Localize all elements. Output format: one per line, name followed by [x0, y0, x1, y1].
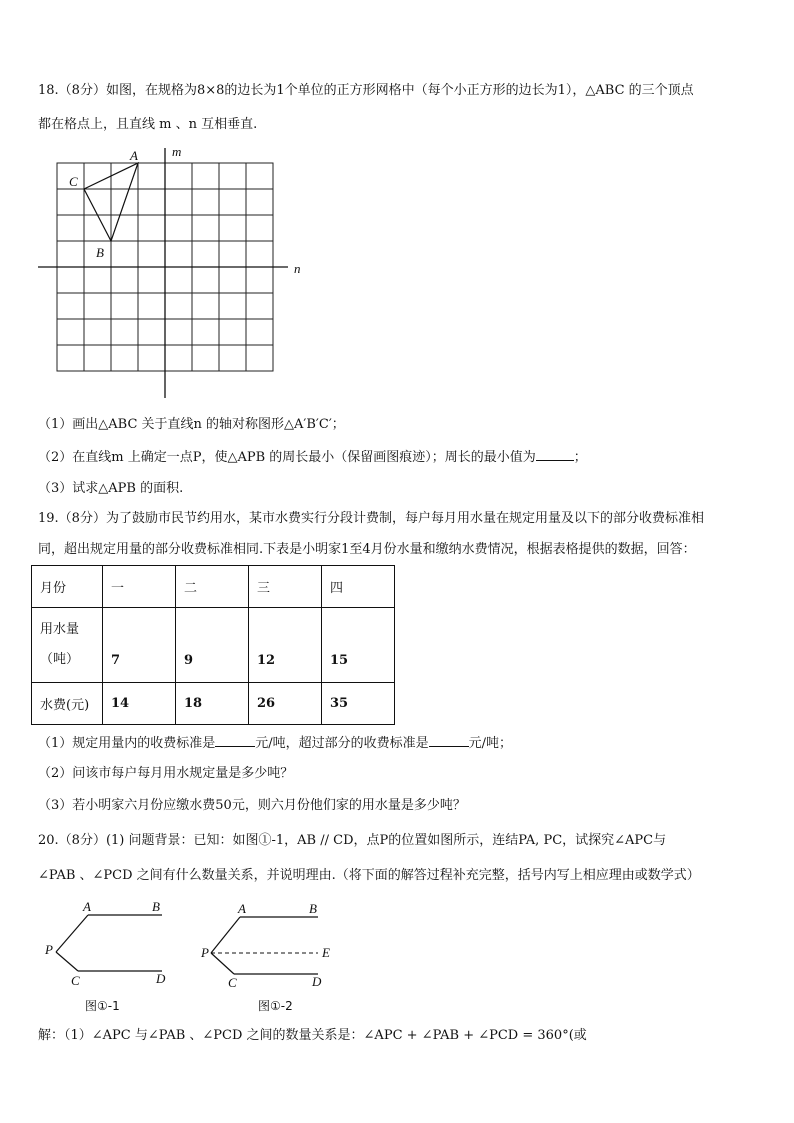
q19-sub3: （3）若小明家六月份应缴水费50元，则六月份他们家的用水量是多少吨？ [38, 798, 466, 813]
q19-sub1-text-c: 元/吨； [468, 736, 513, 751]
label-a: A [238, 901, 246, 916]
q19-sub1-text-a: （1）规定用量内的收费标准是 [38, 736, 216, 751]
label-c: C [69, 174, 78, 189]
line-pa [211, 917, 240, 953]
table-cell: 月份 [32, 566, 103, 608]
figure-1-2 [198, 898, 348, 1018]
figure-1-1 [40, 898, 190, 1018]
q19-sub1-text-b: 元/吨，超过部分的收费标准是 [255, 736, 429, 751]
table-cell: 水费(元) [32, 683, 103, 725]
label-p: P [201, 945, 209, 960]
q19-sub2: （2）问该市每户每月用水规定量是多少吨？ [38, 766, 294, 781]
table-cell: 二 [176, 566, 249, 608]
q19-stem-line1: 19.（8分）为了鼓励市民节约用水，某市水费实行分段计费制，每户每月用水量在规定用量及以下的部分收费标准相 [38, 511, 704, 526]
label-a: A [83, 899, 91, 914]
answer-blank [536, 448, 574, 461]
label-b: B [152, 899, 160, 914]
q18-grid-figure [30, 140, 320, 402]
usage-label-line2: （吨） [40, 652, 80, 667]
table-cell: 7 [103, 608, 176, 683]
usage-label-line1: 用水量 [40, 622, 80, 637]
line-pc [211, 953, 234, 974]
table-cell: 14 [103, 683, 176, 725]
line-pc [56, 952, 78, 971]
label-c: C [228, 975, 237, 990]
answer-blank [215, 734, 255, 747]
label-b: B [96, 245, 104, 260]
label-c: C [71, 973, 80, 988]
label-n: n [294, 261, 301, 276]
q19-stem-line2: 同，超出规定用量的部分收费标准相同.下表是小明家1至4月份水量和缴纳水费情况，根据表格提供的数据，回答： [38, 542, 696, 557]
table-row [32, 683, 395, 725]
q18-sub1: （1）画出△ABC 关于直线n 的轴对称图形△A′B′C′； [38, 417, 345, 432]
table-row [32, 566, 395, 608]
water-fee-table [31, 565, 395, 725]
caption-fig-1-1: 图①-1 [85, 999, 120, 1013]
table-cell: 35 [322, 683, 395, 725]
q20-solution: 解：（1）∠APC 与∠PAB 、∠PCD 之间的数量关系是：∠APC + ∠PAB + ∠PCD = 360°(或 [38, 1028, 587, 1043]
table-cell: 18 [176, 683, 249, 725]
table-cell: 15 [322, 608, 395, 683]
label-b: B [309, 901, 317, 916]
q18-sub2-end: ； [573, 450, 587, 465]
label-d: D [156, 971, 166, 986]
table-cell [32, 608, 103, 683]
q18-sub2-text: （2）在直线m 上确定一点P，使△APB 的周长最小（保留画图痕迹）；周长的最小值为 [38, 450, 536, 465]
q18-sub3: （3）试求△APB 的面积. [38, 481, 184, 496]
line-pa [56, 915, 88, 952]
label-p: P [45, 942, 53, 957]
q18-stem-line2: 都在格点上，且直线 m 、n 互相垂直. [38, 117, 258, 132]
table-cell: 12 [249, 608, 322, 683]
caption-fig-1-2: 图①-2 [258, 999, 293, 1013]
table-cell: 9 [176, 608, 249, 683]
q19-sub1 [38, 734, 512, 753]
table-cell: 一 [103, 566, 176, 608]
label-a: A [130, 148, 138, 163]
label-m: m [172, 144, 182, 159]
q18-stem-line1: 18.（8分）如图，在规格为8×8的边长为1个单位的正方形网格中（每个小正方形的边长为1），△ABC 的三个顶点 [38, 83, 694, 98]
table-cell: 26 [249, 683, 322, 725]
table-cell: 三 [249, 566, 322, 608]
table-row [32, 608, 395, 683]
label-d: D [312, 974, 322, 989]
q20-stem-line2: ∠PAB 、∠PCD 之间有什么数量关系，并说明理由.（将下面的解答过程补充完整，括号内写上相应理由或数学式） [38, 868, 700, 883]
label-e: E [322, 945, 330, 960]
table-cell: 四 [322, 566, 395, 608]
answer-blank [429, 734, 469, 747]
q20-stem-line1: 20.（8分）(1) 问题背景：已知：如图①-1，AB // CD，点P的位置如图所示，连结PA, PC，试探究∠APC与 [38, 833, 667, 848]
q18-sub2 [38, 448, 587, 467]
